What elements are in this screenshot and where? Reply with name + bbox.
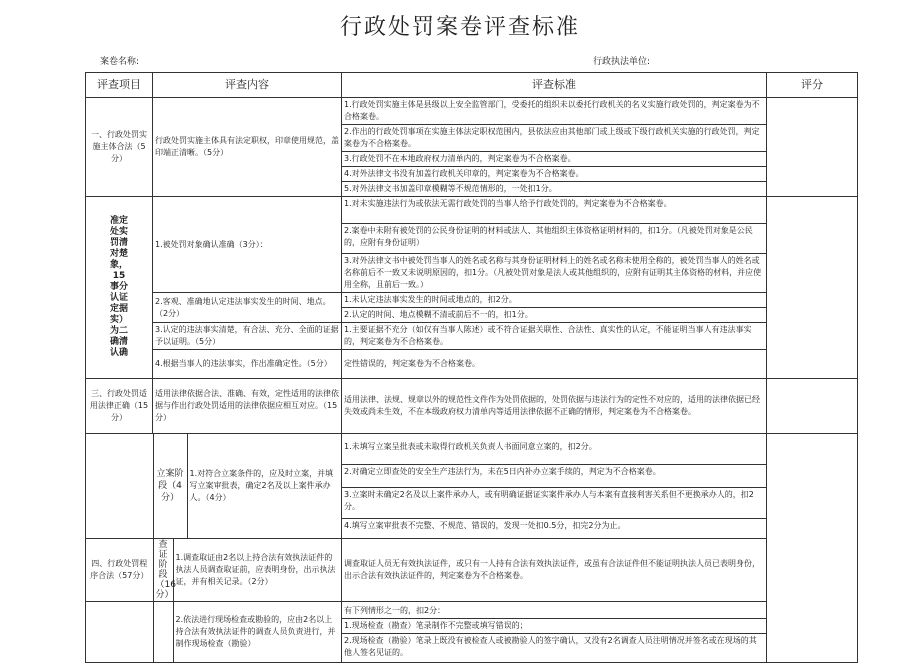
section-2-content-4: 4.根据当事人的违法事实，作出准确定性。（5分） <box>153 350 342 379</box>
criterion: 2.作出的行政处罚事项在实施主体法定职权范围内，县依法应由其他部门或上级或下级行政机关实施的行政处罚，判定案卷为不合格案卷。 <box>342 125 766 152</box>
section-4-criteria-filing <box>342 434 767 539</box>
criterion: 5.对外法律文书加盖印章模糊等不规范情形的，一处扣1分。 <box>344 184 557 193</box>
section-2-content-1: 1.被处罚对象确认准确（3分）： <box>153 197 342 293</box>
stage-filing-content: 1.对符合立案条件的，应及时立案，并填写立案审批表，确定2名及以上案件承办人。（4分） <box>189 469 334 502</box>
header-score: 评分 <box>767 73 858 98</box>
section-1-criteria <box>342 98 767 197</box>
criterion: 3.立案时未确定2名及以上案件承办人，或有明确证据证实案件承办人与本案有直接利害关系但不更换承办人的，扣2分。 <box>342 488 766 519</box>
page-title: 行政处罚案卷评查标准 <box>339 15 580 40</box>
section-2-content-2: 2.客观、准确地认定违法事实发生的时间、地点。（2分） <box>153 293 342 323</box>
section-3-row <box>86 379 858 434</box>
section-1-content: 行政处罚实施主体具有法定职权，印章使用规范，盖印端正清晰。（5分） <box>153 98 342 197</box>
section-2-criteria-3: 1.主要证据不充分（如仅有当事人陈述）或不符合证据关联性、合法性、真实性的认定，不能证明当事人有违法事实的，判定案卷为不合格案卷。 <box>342 323 767 350</box>
section-2-criteria-1 <box>342 197 767 293</box>
criterion: 1.行政处罚实施主体是县级以上安全监管部门，受委托的组织未以委托行政机关的名义实施行政处罚的，判定案卷为不合格案卷。 <box>342 98 766 125</box>
criterion: 2.案卷中未附有被处罚的公民身份证明的材料或法人、其他组织主体资格证明材料的，扣1分。（凡被处罚对象是公民的，应附有身份证明） <box>342 224 766 254</box>
section-4-stage-1 <box>86 434 342 539</box>
criterion: 1.未填写立案呈批表或未取得行政机关负责人书面同意立案的，扣2分。 <box>342 440 766 465</box>
section-2-criteria-2 <box>342 293 767 323</box>
criterion: 3.对外法律文书中被处罚当事人的姓名或名称与其身份证明材料上的姓名或名称未使用全称的，被处罚当事人的姓名或名称前后不一致又未说明原因的，扣1分。（凡被处罚对象是法人或其他组织的，应附有证明其主体资格的材料，并应使用全称，且前后一致。） <box>344 256 762 289</box>
header-row <box>86 73 858 98</box>
section-1-category: 一、行政处罚实施主体合法（5分） <box>86 98 153 197</box>
section-2-row-2 <box>86 293 858 323</box>
section-4-row-3 <box>86 602 858 663</box>
section-4-category-top <box>86 434 153 538</box>
case-name-label: 案卷名称: <box>100 57 140 67</box>
criterion: 2.现场检查（勘验）笔录上既没有被检查人或被勘验人的签字确认，又没有2名调查人员注明情况并签名或在现场的其他人签名见证的。 <box>344 636 757 657</box>
section-2-row-4 <box>86 350 858 379</box>
criterion: 3.行政处罚不在本地政府权力清单内的，判定案卷为不合格案卷。 <box>342 152 766 167</box>
section-2-row-3 <box>86 323 858 350</box>
criterion: 1.现场检查（勘查）笔录制作不完整或填写错误的； <box>342 619 766 634</box>
enforcement-unit-label: 行政执法单位: <box>593 57 651 67</box>
score-cell[interactable] <box>767 197 858 379</box>
header-item: 评查项目 <box>86 73 153 98</box>
evaluation-table <box>85 72 858 663</box>
criterion: 有下列情形之一的，扣2分： <box>342 604 766 619</box>
criterion: 4.填写立案审批表不完整、不规范、错误的，发现一处扣0.5分，扣完2分为止。 <box>344 520 626 530</box>
section-2-category: 准定 处实 罚清 对楚 象， 15 事分 认证 定据 实） 为二 确清 认确 <box>86 197 153 379</box>
section-2-criteria-4: 定性错误的，判定案卷为不合格案卷。 <box>342 350 767 379</box>
criterion: 4.对外法律文书没有加盖行政机关印章的，判定案卷为不合格案卷。 <box>342 167 766 182</box>
header-content: 评查内容 <box>153 73 342 98</box>
section-4-category: 四、行政处罚程序合法（57分） <box>86 539 153 601</box>
section-2-content-3: 3.认定的违法事实清楚，有合法、充分、全面的证据予以证明。（5分） <box>153 323 342 350</box>
section-2-row-1 <box>86 197 858 293</box>
section-3-criteria: 适用法律、法规、规章以外的规范性文件作为处罚依据的，处罚依据与违法行为的定性不对应的，适用的法律依据已经失效或尚未生效，不在本级政府权力清单内等适用法律依据不正确的情形，判定案卷为不合格案卷。 <box>342 379 767 434</box>
section-4-criteria-investigation-1: 调查取证人员无有效执法证件，或只有一人持有合法有效执法证件，或虽有合法证件但不能证明执法人员已表明身份，出示合法有效执法证件的，判定案卷为不合格案卷。 <box>342 539 767 602</box>
criterion: 2.认定的时间、地点模糊不清或前后不一的，扣1分。 <box>344 310 533 319</box>
criterion: 1.未认定违法事实发生的时间或地点的，扣2分。 <box>342 293 766 308</box>
score-cell[interactable] <box>767 379 858 434</box>
stage-label-investigation: 查证阶段（16分） <box>153 539 173 601</box>
score-cell[interactable] <box>767 98 858 197</box>
criterion: 2.对确定立即查处的安全生产违法行为，未在5日内补办立案手续的，判定为不合格案卷。 <box>342 465 766 488</box>
section-3-content: 适用法律依据合法、准确、有效，定性适用的法律依据与作出行政处罚适用的法律依据应相互对应。（15分） <box>153 379 342 434</box>
header-criteria: 评查标准 <box>342 73 767 98</box>
criterion: 1.对未实施违法行为或依法无需行政处罚的当事人给予行政处罚的，判定案卷为不合格案卷。 <box>342 197 766 224</box>
stage-investigation-content-2: 2.依法进行现场检查或勘验的，应由2名以上持合法有效执法证件的调查人员负责进行，并制作现场检查（勘验） <box>175 615 336 648</box>
section-4-row-1 <box>86 434 858 539</box>
section-3-category: 三、行政处罚适用法律正确（15分） <box>86 379 153 434</box>
section-4-row-2 <box>86 539 858 602</box>
stage-investigation-content-1: 1.调查取证由2名以上持合法有效执法证件的执法人员调查取证前，应表明身份，出示执法证，并有相关记录。（2分） <box>175 553 336 586</box>
score-cell[interactable] <box>767 434 858 663</box>
section-1-row <box>86 98 858 197</box>
stage-label-filing: 立案阶段（4分） <box>153 434 187 538</box>
section-4-criteria-investigation-2 <box>342 602 767 663</box>
